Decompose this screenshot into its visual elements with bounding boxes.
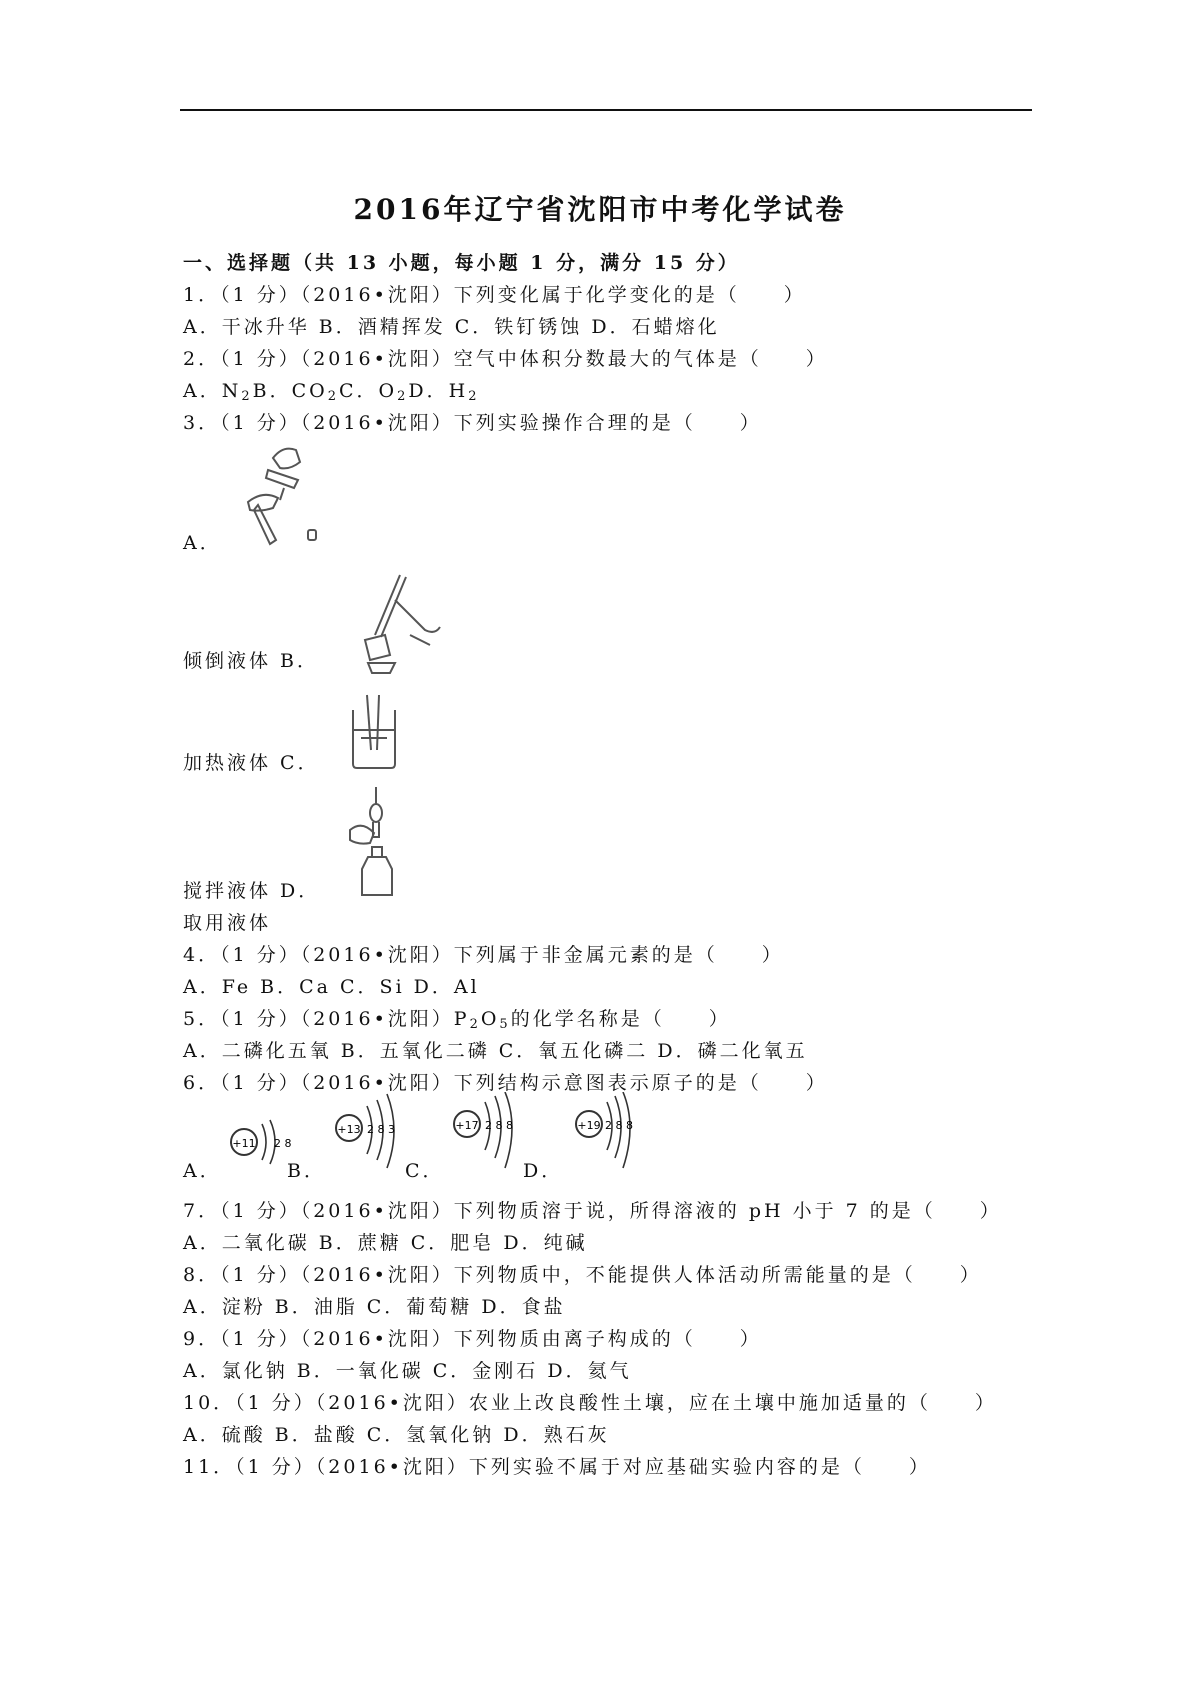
header-rule bbox=[180, 109, 1032, 111]
question-5 bbox=[183, 1004, 731, 1032]
subscript: 5 bbox=[499, 1017, 511, 1032]
atom-option-d-label: D． bbox=[523, 1160, 564, 1182]
nucleus-charge: +19 bbox=[577, 1119, 601, 1132]
subscript: 2 bbox=[241, 389, 253, 404]
nucleus-charge: +13 bbox=[337, 1123, 361, 1136]
question-4: 4．（1 分）（2016•沈阳）下列属于非金属元素的是（ ） bbox=[183, 944, 784, 966]
atom-option-b-label: B． bbox=[287, 1160, 326, 1182]
question-7: 7．（1 分）（2016•沈阳）下列物质溶于说，所得溶液的 pH 小于 7 的是（ ） bbox=[183, 1200, 1002, 1222]
section-heading: 一、选择题（共 13 小题，每小题 1 分，满分 15 分） bbox=[183, 252, 740, 274]
question-8: 8．（1 分）（2016•沈阳）下列物质中，不能提供人体活动所需能量的是（ ） bbox=[183, 1264, 982, 1286]
pouring-liquid-illustration bbox=[228, 440, 328, 550]
question-2: 2．（1 分）（2016•沈阳）空气中体积分数最大的气体是（ ） bbox=[183, 348, 828, 370]
subscript: 2 bbox=[327, 389, 339, 404]
option-d: D．H bbox=[408, 380, 469, 402]
question-9-options: A．氯化钠 B．一氧化碳 C．金刚石 D．氦气 bbox=[183, 1360, 632, 1382]
question-3: 3．（1 分）（2016•沈阳）下列实验操作合理的是（ ） bbox=[183, 412, 762, 434]
question-10: 10．（1 分）（2016•沈阳）农业上改良酸性土壤，应在土壤中施加适量的（ ） bbox=[183, 1392, 997, 1414]
electron-shells: 2 8 8 bbox=[485, 1119, 513, 1132]
question-1: 1．（1 分）（2016•沈阳）下列变化属于化学变化的是（ ） bbox=[183, 284, 806, 306]
question-5-text: 的化学名称是（ ） bbox=[510, 1008, 731, 1030]
atom-option-a-label: A． bbox=[183, 1160, 222, 1182]
question-11: 11．（1 分）（2016•沈阳）下列实验不属于对应基础实验内容的是（ ） bbox=[183, 1456, 931, 1478]
question-9: 9．（1 分）（2016•沈阳）下列物质由离子构成的（ ） bbox=[183, 1328, 762, 1350]
atom-option-c-label: C． bbox=[405, 1160, 445, 1182]
dropper-bottle-illustration bbox=[340, 785, 420, 900]
option-3d-text: 取用液体 bbox=[183, 912, 272, 934]
electron-shells: 2 8 bbox=[274, 1137, 292, 1150]
option-3d-label: 搅拌液体 D． bbox=[183, 880, 321, 902]
subscript: 2 bbox=[397, 389, 409, 404]
page-title: 2016年辽宁省沈阳市中考化学试卷 bbox=[353, 193, 847, 226]
nucleus-charge: +11 bbox=[232, 1137, 256, 1150]
formula-p: 5．（1 分）（2016•沈阳）P bbox=[183, 1008, 470, 1030]
atom-structure-diagram-d bbox=[573, 1092, 653, 1172]
option-3b-label: 倾倒液体 B． bbox=[183, 650, 320, 672]
question-7-options: A．二氧化碳 B．蔗糖 C．肥皂 D．纯碱 bbox=[183, 1232, 588, 1254]
heating-liquid-illustration bbox=[350, 565, 450, 675]
electron-shells: 2 8 3 bbox=[367, 1123, 395, 1136]
question-4-options: A．Fe B．Ca C．Si D．Al bbox=[183, 976, 480, 998]
option-c: C．O bbox=[339, 380, 398, 402]
question-6: 6．（1 分）（2016•沈阳）下列结构示意图表示原子的是（ ） bbox=[183, 1072, 828, 1094]
option-b: B．CO bbox=[252, 380, 328, 402]
question-10-options: A．硫酸 B．盐酸 C．氢氧化钠 D．熟石灰 bbox=[183, 1424, 610, 1446]
atom-structure-diagram-b bbox=[333, 1092, 413, 1172]
option-a: A．N bbox=[183, 380, 242, 402]
subscript: 2 bbox=[468, 389, 480, 404]
option-3c-label: 加热液体 C． bbox=[183, 752, 320, 774]
atom-diagram-row bbox=[183, 1092, 743, 1182]
question-5-options: A．二磷化五氧 B．五氧化二磷 C．氧五化磷二 D．磷二化氧五 bbox=[183, 1040, 808, 1062]
formula-o: O bbox=[480, 1008, 500, 1030]
atom-structure-diagram-c bbox=[451, 1092, 531, 1172]
question-1-options: A．干冰升华 B．酒精挥发 C．铁钉锈蚀 D．石蜡熔化 bbox=[183, 316, 720, 338]
question-2-options bbox=[183, 376, 480, 404]
subscript: 2 bbox=[469, 1017, 481, 1032]
nucleus-charge: +17 bbox=[455, 1119, 479, 1132]
stirring-liquid-illustration bbox=[345, 690, 405, 770]
electron-shells: 2 8 8 bbox=[605, 1119, 633, 1132]
option-3a-label: A． bbox=[183, 532, 222, 554]
question-8-options: A．淀粉 B．油脂 C．葡萄糖 D．食盐 bbox=[183, 1296, 566, 1318]
